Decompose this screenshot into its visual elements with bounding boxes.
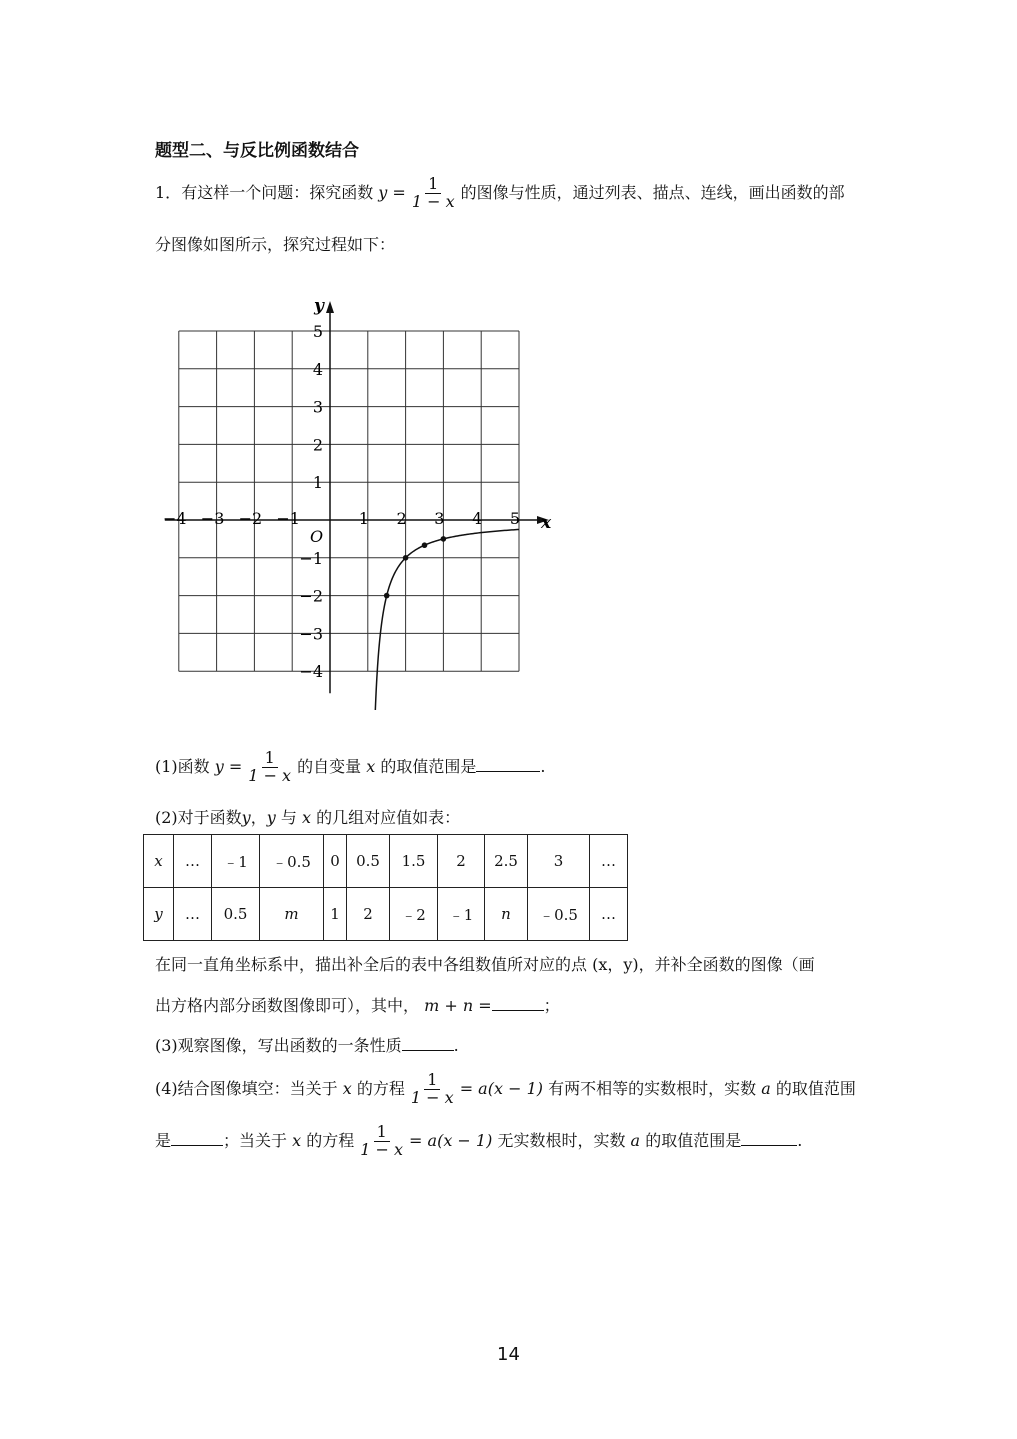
q3-text: (3)观察图像，写出函数的一条性质 xyxy=(155,1036,402,1055)
y-axis-label: y xyxy=(314,296,324,316)
q2-answer-blank[interactable] xyxy=(492,994,544,1011)
problem-intro-line1 xyxy=(155,176,845,211)
table-cell: … xyxy=(174,888,212,941)
table-cell: ﹣0.5 xyxy=(528,888,590,941)
q1-fraction xyxy=(245,750,294,785)
q2-x: x xyxy=(301,808,312,827)
q4-answer-blank-2[interactable] xyxy=(741,1129,797,1146)
q1-end: . xyxy=(540,756,546,776)
y-tick-label: 1 xyxy=(312,473,323,493)
x-tick-label: −3 xyxy=(200,509,225,528)
q4-h: 无实数根时，实数 xyxy=(497,1130,626,1150)
data-point xyxy=(422,542,428,548)
question-2 xyxy=(155,805,460,828)
q2-label: (2)对于函数 xyxy=(155,808,242,827)
data-point xyxy=(441,536,447,542)
data-points xyxy=(384,536,446,598)
y-tick-label: 2 xyxy=(312,435,323,455)
q4-denominator-2: 1 − x xyxy=(360,1139,404,1159)
x-tick-label: 2 xyxy=(396,509,407,528)
q2-y2: y xyxy=(266,808,276,827)
q4-e: 是 xyxy=(155,1130,172,1150)
q2-after-line1: 在同一直角坐标系中，描出补全后的表中各组数值所对应的点 (x，y)，并补全函数的图像（画 xyxy=(155,955,815,974)
table-cell: ﹣1 xyxy=(438,888,485,941)
q4-answer-blank-1[interactable] xyxy=(171,1129,223,1146)
table-cell: 0 xyxy=(324,835,347,888)
table-cell: … xyxy=(590,888,628,941)
question-4-line2 xyxy=(155,1124,802,1159)
origin-label: O xyxy=(310,527,324,546)
y-tick-label: 3 xyxy=(312,397,323,417)
q4-a: (4)结合图像填空：当关于 xyxy=(155,1078,338,1098)
table-row-y xyxy=(144,888,628,941)
problem-number: 1． xyxy=(155,182,182,202)
y-tick-label: −1 xyxy=(299,548,323,568)
q2-after-text: 出方格内部分函数图像即可），其中， xyxy=(155,996,420,1015)
q4-denominator: 1 − x xyxy=(410,1087,454,1107)
table-cell: ﹣2 xyxy=(390,888,438,941)
q1-text2: 的取值范围是 xyxy=(380,756,477,776)
table-cell: x xyxy=(144,835,174,888)
question-3 xyxy=(155,1033,459,1056)
q3-answer-blank[interactable] xyxy=(402,1034,454,1051)
table-cell: 1.5 xyxy=(390,835,438,888)
q4-i: 的取值范围是 xyxy=(645,1130,742,1150)
table-cell: … xyxy=(590,835,628,888)
table-cell-m: m xyxy=(260,888,324,941)
table-cell: 2 xyxy=(438,835,485,888)
q4-a-var-2: a xyxy=(630,1130,641,1150)
function-lhs: y = xyxy=(378,182,406,202)
section-title: 题型二、与反比例函数结合 xyxy=(155,141,359,161)
q4-a-var: a xyxy=(761,1078,771,1098)
q1-lhs: y = xyxy=(214,756,243,776)
graph-axes xyxy=(165,301,549,693)
q1-numerator: 1 xyxy=(262,750,278,768)
x-tick-label: −4 xyxy=(163,509,187,528)
q4-rhs: = a(x − 1) xyxy=(459,1078,543,1098)
table-cell: … xyxy=(174,835,212,888)
q1-denominator: 1 − x xyxy=(248,765,292,785)
table-cell: ﹣0.5 xyxy=(260,835,324,888)
q4-end: . xyxy=(797,1130,803,1150)
x-tick-label: 4 xyxy=(472,509,483,528)
q4-x2: x xyxy=(292,1130,302,1150)
table-cell: 1 xyxy=(324,888,347,941)
q4-rhs-2: = a(x − 1) xyxy=(409,1130,493,1150)
x-tick-label: 1 xyxy=(358,509,369,528)
table-cell: 3 xyxy=(528,835,590,888)
table-cell: 0.5 xyxy=(212,888,260,941)
y-tick-label: 4 xyxy=(312,359,323,379)
table-cell: y xyxy=(144,888,174,941)
q1-text: 的自变量 xyxy=(297,756,362,776)
q4-c: 有两不相等的实数根时，实数 xyxy=(548,1078,757,1098)
q3-end: . xyxy=(453,1036,459,1055)
intro-text-b: 的图像与性质，通过列表、描点、连线，画出函数的部 xyxy=(460,182,845,202)
y-tick-label: −3 xyxy=(299,624,323,644)
q1-answer-blank[interactable] xyxy=(476,755,540,772)
intro-text-c: 分图像如图所示，探究过程如下： xyxy=(155,235,396,254)
value-table xyxy=(143,834,628,941)
q4-numerator-2: 1 xyxy=(374,1124,390,1142)
q2-expr: m + n = xyxy=(424,996,492,1015)
table-cell: 2.5 xyxy=(485,835,528,888)
q4-x1: x xyxy=(342,1078,352,1098)
q4-numerator: 1 xyxy=(424,1072,440,1090)
q4-fraction-2 xyxy=(357,1124,406,1159)
y-tick-label: 5 xyxy=(312,322,323,341)
x-tick-label: −1 xyxy=(276,509,300,528)
table-cell: ﹣1 xyxy=(212,835,260,888)
data-point xyxy=(403,555,409,561)
question-1 xyxy=(155,750,545,785)
table-cell: 0.5 xyxy=(347,835,390,888)
function-graph xyxy=(150,280,570,710)
table-cell: 2 xyxy=(347,888,390,941)
x-tick-label: 3 xyxy=(434,509,445,528)
q4-fraction xyxy=(408,1072,457,1107)
q2-sep: ， xyxy=(250,808,267,827)
q2-tail: 的几组对应值如表： xyxy=(316,808,461,827)
q4-g: 的方程 xyxy=(306,1130,355,1150)
table-row-x xyxy=(144,835,628,888)
q2-after-line2 xyxy=(155,993,560,1016)
y-axis-arrow xyxy=(326,301,334,313)
q1-var: x xyxy=(366,756,376,776)
fraction-numerator: 1 xyxy=(425,176,441,194)
page-number: 14 xyxy=(497,1344,520,1365)
q4-d: 的取值范围 xyxy=(775,1078,856,1098)
q4-b: 的方程 xyxy=(356,1078,405,1098)
data-point xyxy=(384,593,390,599)
y-tick-label: −2 xyxy=(299,586,323,606)
graph-grid xyxy=(179,331,519,671)
q2-after-end: ； xyxy=(543,996,560,1015)
x-tick-label: 5 xyxy=(509,509,521,528)
function-fraction xyxy=(409,176,458,211)
x-axis-label: x xyxy=(541,513,552,533)
q4-f: ；当关于 xyxy=(223,1130,288,1150)
table-cell-n: n xyxy=(485,888,528,941)
function-curve xyxy=(375,529,519,710)
x-tick-label: −2 xyxy=(238,509,263,528)
question-4-line1 xyxy=(155,1072,856,1107)
y-tick-label: −4 xyxy=(299,662,323,682)
q1-label: (1)函数 xyxy=(155,756,210,776)
q2-y1: y xyxy=(241,808,251,827)
fraction-denominator: 1 − x xyxy=(411,191,455,211)
intro-text-a: 有这样一个问题：探究函数 xyxy=(181,182,374,202)
q2-mid: 与 xyxy=(280,808,297,827)
